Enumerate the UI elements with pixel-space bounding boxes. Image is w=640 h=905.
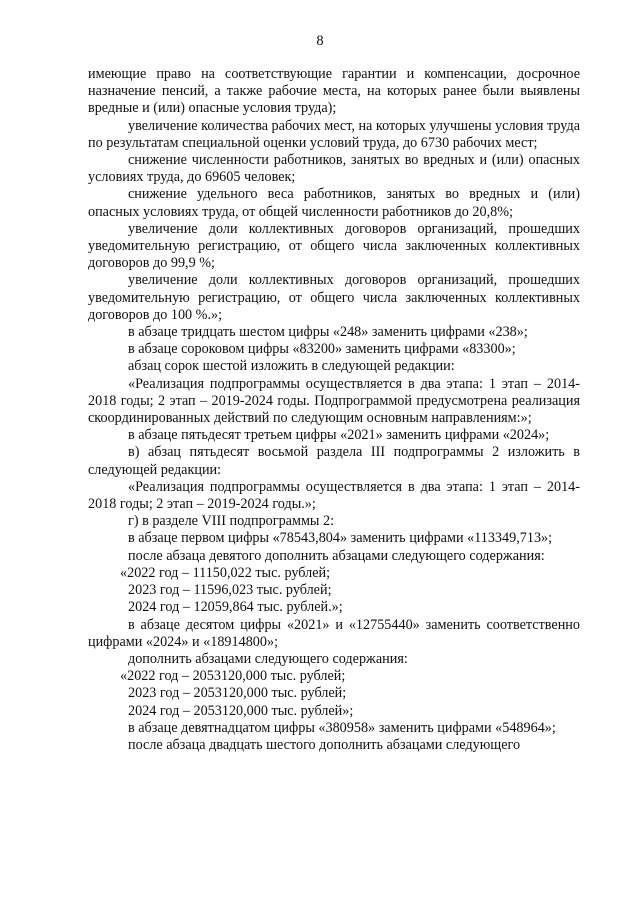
paragraph: в абзаце девятнадцатом цифры «380958» заменить цифрами «548964»;: [128, 719, 556, 736]
paragraph: снижение удельного веса работников, занятых во вредных и (или) опасных условиях труда, от общей численности работников до 20,8%;: [88, 186, 580, 220]
paragraph: 2024 год – 12059,864 тыс. рублей.»;: [128, 599, 343, 616]
paragraph: 2023 год – 2053120,000 тыс. рублей;: [128, 685, 347, 702]
paragraph: 2023 год – 11596,023 тыс. рублей;: [128, 582, 332, 599]
paragraph: «Реализация подпрограммы осуществляется в два этапа: 1 этап – 2014-2018 годы; 2 этап – 2019-2024 годы. Подпрограммой предусмотрена реализация скоординированных действий по следующим основным направлениям:»;: [88, 375, 580, 427]
paragraph: г) в разделе VIII подпрограммы 2:: [128, 513, 335, 530]
paragraph: снижение численности работников, занятых во вредных и (или) опасных условиях труда, до 69605 человек;: [88, 152, 580, 186]
paragraph: «2022 год – 2053120,000 тыс. рублей;: [120, 668, 346, 685]
paragraph: дополнить абзацами следующего содержания:: [128, 650, 408, 667]
paragraph: «Реализация подпрограммы осуществляется в два этапа: 1 этап – 2014-2018 годы; 2 этап – 2019-2024 годы.»;: [88, 478, 580, 513]
document-body: [88, 66, 580, 754]
paragraph: в абзаце пятьдесят третьем цифры «2021» заменить цифрами «2024»;: [128, 427, 550, 444]
paragraph: увеличение доли коллективных договоров организаций, прошедших уведомительную регистрацию, от общего числа заключенных коллективных договоров до 99,9 %;: [88, 220, 580, 272]
paragraph: в абзаце десятом цифры «2021» и «12755440» заменить соответственно цифрами «2024» и «18914800»;: [88, 616, 580, 650]
page-number: 8: [316, 33, 324, 49]
paragraph: 2024 год – 2053120,000 тыс. рублей»;: [128, 702, 354, 719]
paragraph: имеющие право на соответствующие гарантии и компенсации, досрочное назначение пенсий, а также рабочие места, на которых ранее были выявлены вредные и (или) опасные условия труда);: [88, 66, 580, 117]
paragraph: в абзаце первом цифры «78543,804» заменить цифрами «113349,713»;: [128, 530, 553, 547]
paragraph: абзац сорок шестой изложить в следующей редакции:: [128, 358, 455, 375]
paragraph: увеличение количества рабочих мест, на которых улучшены условия труда по результатам специальной оценки условий труда, до 6730 рабочих мест;: [88, 117, 580, 151]
paragraph: после абзаца девятого дополнить абзацами следующего содержания:: [128, 547, 545, 564]
paragraph: в абзаце тридцать шестом цифры «248» заменить цифрами «238»;: [128, 324, 528, 341]
paragraph: после абзаца двадцать шестого дополнить абзацами следующего: [128, 736, 521, 753]
paragraph: в) абзац пятьдесят восьмой раздела III подпрограммы 2 изложить в следующей редакции:: [88, 444, 580, 478]
paragraph: в абзаце сороковом цифры «83200» заменить цифрами «83300»;: [128, 341, 516, 358]
paragraph: увеличение доли коллективных договоров организаций, прошедших уведомительную регистрацию, от общего числа заключенных коллективных договоров до 100 %.»;: [88, 272, 580, 323]
paragraph: «2022 год – 11150,022 тыс. рублей;: [120, 564, 331, 581]
